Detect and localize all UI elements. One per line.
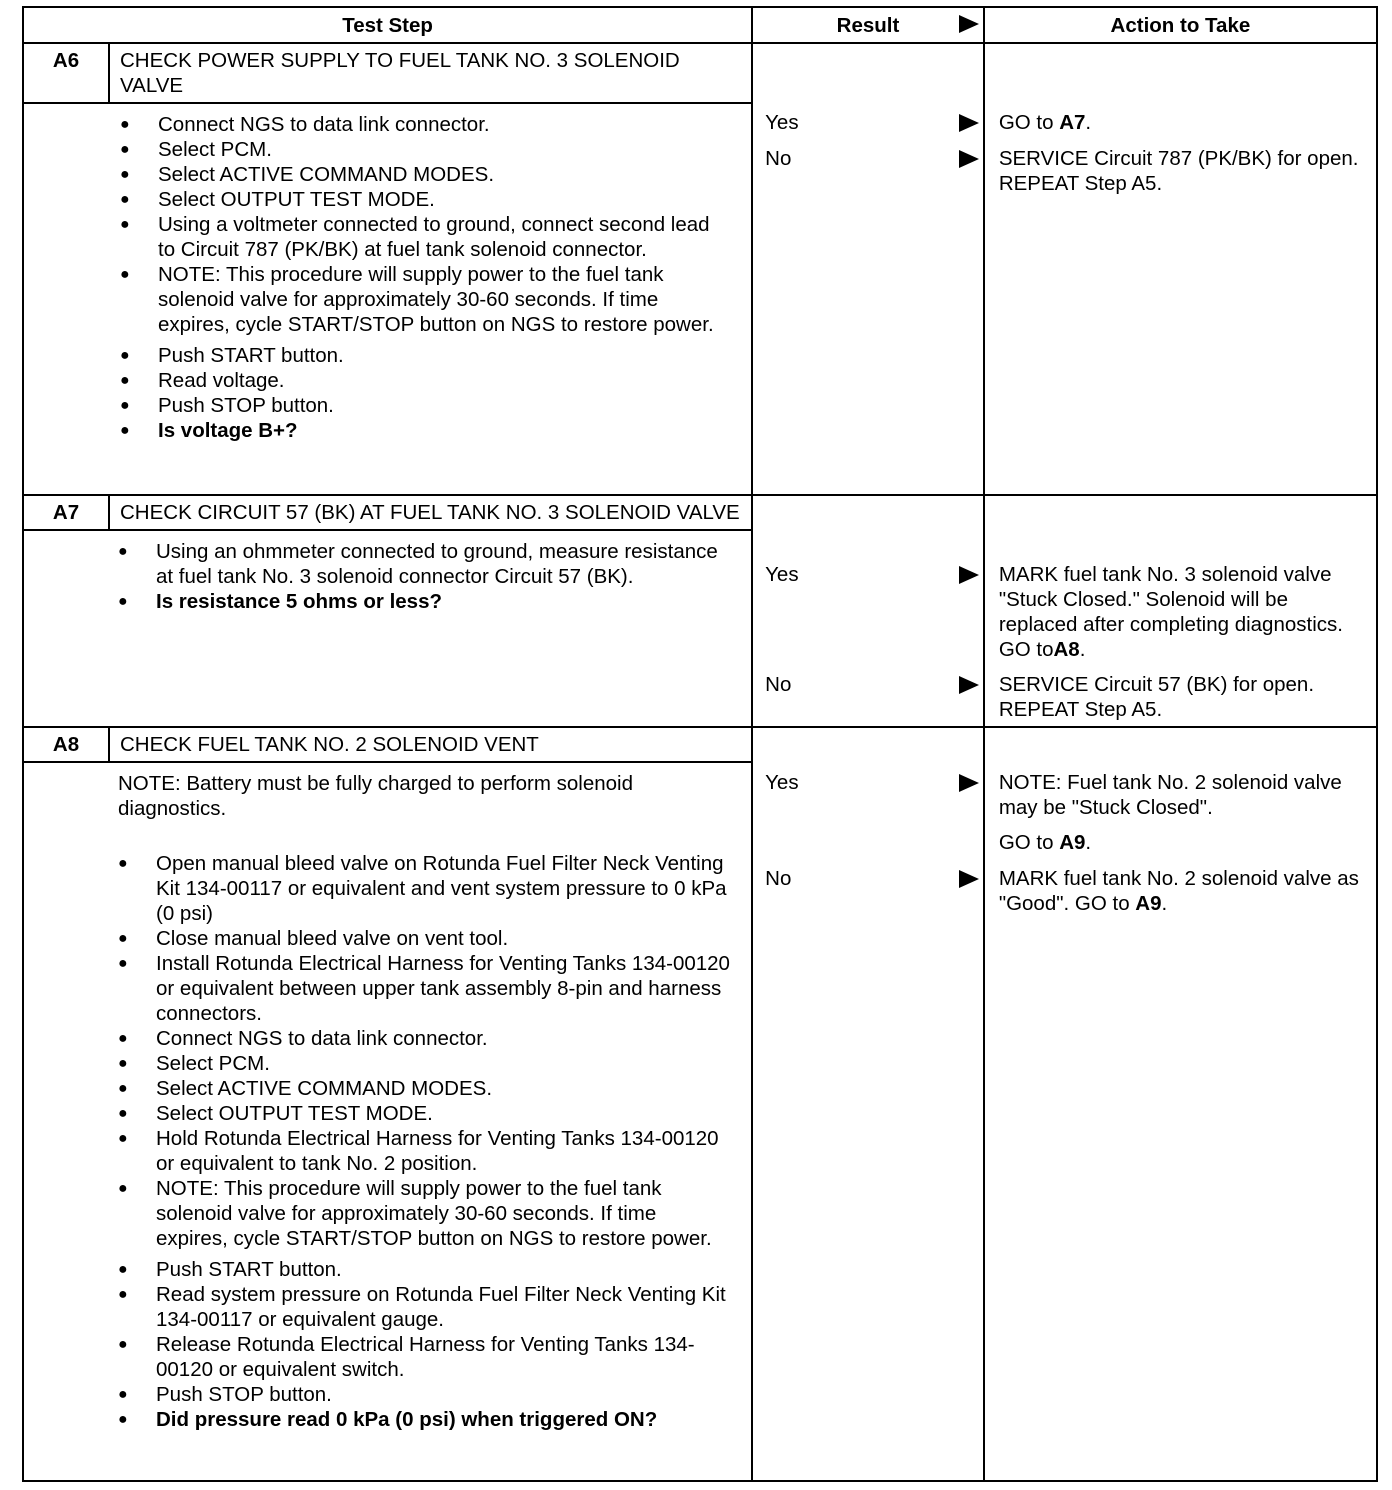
diagnostic-table [22, 6, 1378, 1482]
list-item: ● Select PCM. [118, 1051, 731, 1076]
header-test-step: Test Step [23, 7, 752, 43]
arrow-right-icon [959, 774, 979, 792]
list-item: ● Push START button. [120, 343, 731, 368]
step-id: A7 [52, 501, 80, 524]
list-item: ● Hold Rotunda Electrical Harness for Venting Tanks 134-00120 or equivalent to tank No. 2 position. [118, 1126, 731, 1176]
step-header [24, 728, 751, 763]
list-item: ● Connect NGS to data link connector. [120, 112, 731, 137]
step-id: A6 [52, 49, 80, 72]
arrow-right-icon [959, 15, 979, 33]
step-row-a8 [23, 727, 1377, 1481]
header-result [752, 7, 984, 43]
result-yes [765, 110, 979, 136]
result-no [765, 672, 979, 698]
step-bullets [118, 851, 731, 1432]
action-yes-note: NOTE: Fuel tank No. 2 solenoid valve may be "Stuck Closed". [998, 771, 1342, 819]
action-cell [984, 495, 1377, 727]
result-label: Yes [765, 563, 799, 586]
list-item: ● Close manual bleed valve on vent tool. [118, 926, 731, 951]
header-action: Action to Take [984, 7, 1377, 43]
list-item: ● Did pressure read 0 kPa (0 psi) when triggered ON? [118, 1407, 731, 1432]
list-item: ● Is resistance 5 ohms or less? [118, 589, 731, 614]
list-item: ● Select ACTIVE COMMAND MODES. [118, 1076, 731, 1101]
step-body [24, 531, 751, 620]
table-header-row [23, 7, 1377, 43]
action-no: SERVICE Circuit 787 (PK/BK) for open. REPEAT Step A5. [998, 147, 1359, 195]
step-cell [23, 43, 752, 495]
result-cell [752, 43, 984, 495]
step-title: CHECK CIRCUIT 57 (BK) AT FUEL TANK NO. 3 SOLENOID VALVE [108, 496, 751, 529]
action-yes: MARK fuel tank No. 3 solenoid valve "Stuck Closed." Solenoid will be replaced after completing diagnostics. GO toA8. [998, 563, 1343, 661]
arrow-right-icon [959, 150, 979, 168]
result-label: No [765, 673, 792, 696]
list-item: ● Select PCM. [120, 137, 731, 162]
list-item: ● Is voltage B+? [120, 418, 731, 443]
step-header [24, 44, 751, 104]
result-no [765, 866, 979, 892]
result-yes [765, 770, 979, 796]
result-label: No [765, 147, 792, 170]
action-cell [984, 727, 1377, 1481]
list-item: ● Select OUTPUT TEST MODE. [118, 1101, 731, 1126]
list-item: ● Read system pressure on Rotunda Fuel Filter Neck Venting Kit 134-00117 or equivalent gauge. [118, 1282, 731, 1332]
step-cell [23, 495, 752, 727]
step-note: NOTE: Battery must be fully charged to perform solenoid diagnostics. [118, 772, 634, 820]
result-cell [752, 495, 984, 727]
result-label: Yes [765, 111, 799, 134]
step-body [24, 763, 751, 1438]
result-label: Yes [765, 771, 799, 794]
arrow-right-icon [959, 566, 979, 584]
list-item: ● NOTE: This procedure will supply power to the fuel tank solenoid valve for approximately 30-60 seconds. If time expires, cycle START/STOP button on NGS to restore power. [118, 1176, 731, 1251]
step-bullets [118, 539, 731, 614]
list-item: ● Push START button. [118, 1257, 731, 1282]
step-row-a6 [23, 43, 1377, 495]
list-item: ● Install Rotunda Electrical Harness for Venting Tanks 134-00120 or equivalent between upper tank assembly 8-pin and harness connectors. [118, 951, 731, 1026]
list-item: ● Push STOP button. [120, 393, 731, 418]
step-reference: A7 [1059, 111, 1086, 134]
arrow-right-icon [959, 676, 979, 694]
arrow-right-icon [959, 870, 979, 888]
action-yes: GO to A9. [998, 831, 1092, 854]
step-header [24, 496, 751, 531]
list-item: ● Using an ohmmeter connected to ground, measure resistance at fuel tank No. 3 solenoid connector Circuit 57 (BK). [118, 539, 731, 589]
action-no: MARK fuel tank No. 2 solenoid valve as "Good". GO to A9. [998, 867, 1359, 915]
list-item: ● Connect NGS to data link connector. [118, 1026, 731, 1051]
step-title: CHECK FUEL TANK NO. 2 SOLENOID VENT [108, 728, 751, 761]
action-no: SERVICE Circuit 57 (BK) for open. REPEAT Step A5. [998, 673, 1315, 721]
action-cell [984, 43, 1377, 495]
step-row-a7 [23, 495, 1377, 727]
step-reference: A9 [1135, 892, 1162, 915]
result-cell [752, 727, 984, 1481]
step-cell [23, 727, 752, 1481]
step-id: A8 [52, 733, 80, 756]
list-item: ● Read voltage. [120, 368, 731, 393]
list-item: ● Select ACTIVE COMMAND MODES. [120, 162, 731, 187]
list-item: ● Push STOP button. [118, 1382, 731, 1407]
result-yes [765, 562, 979, 588]
arrow-right-icon [959, 114, 979, 132]
list-item: ● Open manual bleed valve on Rotunda Fuel Filter Neck Venting Kit 134-00117 or equivalent and vent system pressure to 0 kPa (0 psi) [118, 851, 731, 926]
list-item: ● Release Rotunda Electrical Harness for Venting Tanks 134-00120 or equivalent switch. [118, 1332, 731, 1382]
result-label: No [765, 867, 792, 890]
step-body [24, 104, 751, 449]
step-reference: A8 [1053, 638, 1080, 661]
action-yes: GO to A7. [998, 111, 1092, 134]
list-item: ● NOTE: This procedure will supply power to the fuel tank solenoid valve for approximately 30-60 seconds. If time expires, cycle START/STOP button on NGS to restore power. [120, 262, 731, 337]
result-no [765, 146, 979, 172]
step-bullets [120, 112, 731, 443]
step-title: CHECK POWER SUPPLY TO FUEL TANK NO. 3 SOLENOID VALVE [108, 44, 751, 102]
header-result-label: Result [836, 13, 900, 37]
list-item: ● Using a voltmeter connected to ground, connect second lead to Circuit 787 (PK/BK) at fuel tank solenoid connector. [120, 212, 731, 262]
step-reference: A9 [1059, 831, 1086, 854]
list-item: ● Select OUTPUT TEST MODE. [120, 187, 731, 212]
